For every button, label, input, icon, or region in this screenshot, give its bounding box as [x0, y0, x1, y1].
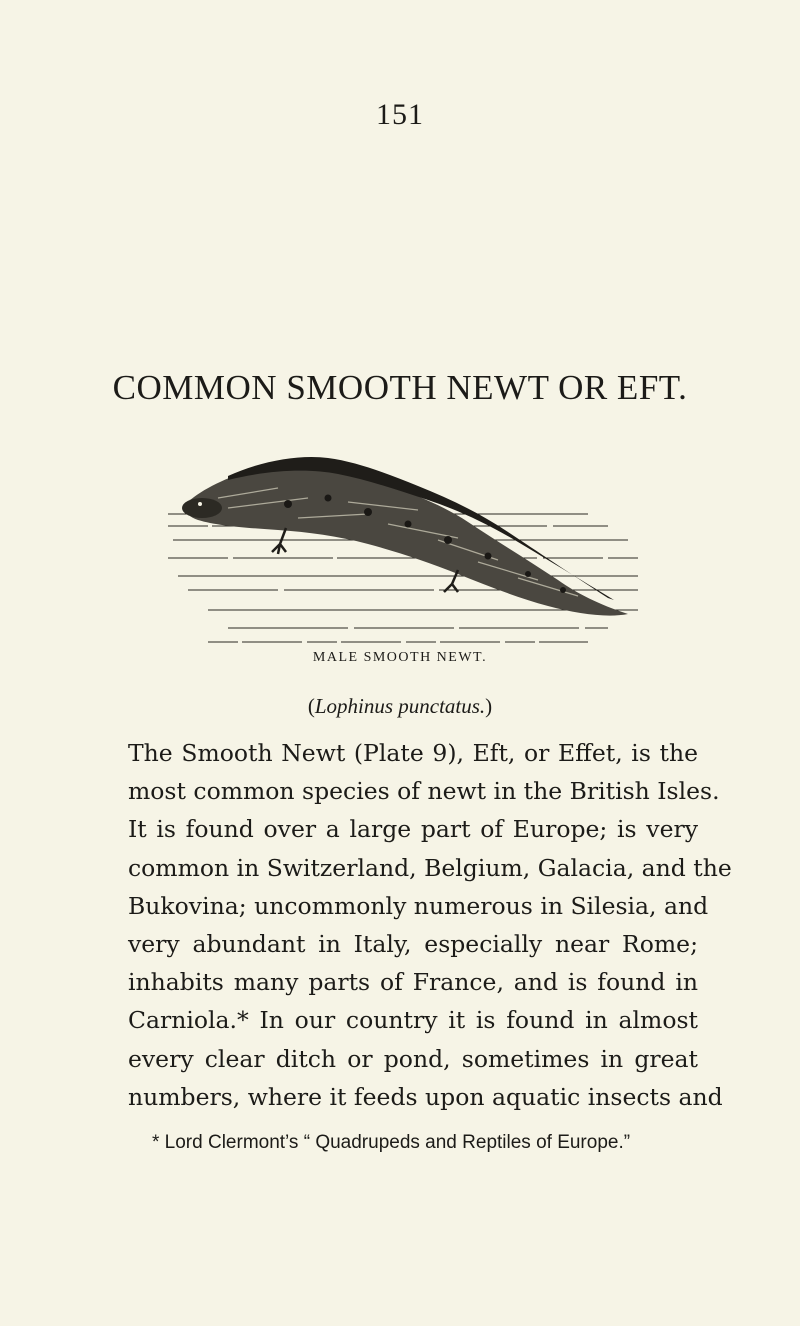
species-latin: Lophinus punctatus.	[314, 694, 486, 718]
newt-illustration	[168, 428, 658, 650]
newt-body	[182, 457, 628, 616]
body-line: It is found over a large part of Europe; is very	[128, 815, 698, 844]
footnote: * Lord Clermont’s “ Quadrupeds and Reptiles of Europe.”	[152, 1132, 631, 1153]
species-paren-close: )	[485, 694, 493, 718]
species-name	[0, 694, 800, 719]
body-line: inhabits many parts of France, and is found in	[128, 968, 698, 997]
body-line: The Smooth Newt (Plate 9), Eft, or Effet, is the	[128, 739, 698, 767]
body-paragraph	[128, 734, 732, 1116]
species-paren-open: (	[307, 694, 315, 718]
body-line: most common species of newt in the British Isles.	[128, 777, 720, 806]
body-line: very abundant in Italy, especially near Rome;	[128, 930, 698, 959]
page-number: 151	[376, 98, 424, 131]
body-line: numbers, where it feeds upon aquatic insects and	[128, 1082, 723, 1111]
body-line: Bukovina; uncommonly numerous in Silesia, and	[128, 891, 709, 920]
figure-caption: MALE SMOOTH NEWT.	[312, 650, 488, 665]
body-line: common in Switzerland, Belgium, Galacia, and the	[128, 853, 732, 882]
page-title: COMMON SMOOTH NEWT OR EFT.	[112, 368, 688, 407]
body-line: every clear ditch or pond, sometimes in great	[128, 1044, 698, 1073]
body-line: Carniola.* In our country it is found in almost	[128, 1006, 698, 1035]
